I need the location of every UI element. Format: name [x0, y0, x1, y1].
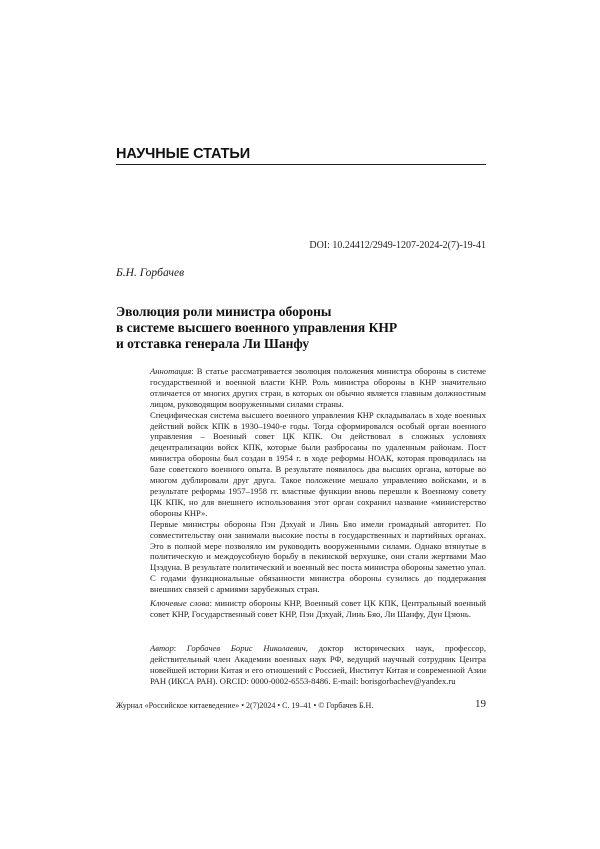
author-info-text: , доктор исторических наук, профессор, действительный член Академии военных наук РФ, ведущий научный сотрудник Центра новейшей истории Китая и его отношений с Россией, Институт Китая и современной Азии РАН (ИКСА РАН). ORCID: 0000-0002-6553-8486. E-mail: borisgorbachev@yandex.ru	[150, 643, 486, 686]
keywords-label-colon: :	[209, 598, 215, 608]
abstract-paragraph-1	[150, 366, 486, 410]
keywords	[150, 598, 486, 620]
title-line-2: в системе высшего военного управления КНР	[116, 320, 398, 335]
author-name: Б.Н. Горбачев	[116, 267, 185, 279]
abstract-text-1: В статье рассматривается эволюция положения министра обороны в системе государственной и военной власти КНР. Роль министра обороны в КНР значительно отличается от многих других стран, в которых он обычно является главным должностным лицом, руководящим вооруженными силами страны.	[150, 366, 486, 409]
journal-citation: Журнал «Российское китаеведение» • 2(7)2024 • С. 19–41 • © Горбачев Б.Н.	[116, 701, 374, 710]
section-heading: НАУЧНЫЕ СТАТЬИ	[116, 146, 251, 162]
abstract-label: Аннотация	[150, 366, 192, 376]
author-info	[150, 643, 486, 687]
title-line-3: и отставка генерала Ли Шанфу	[116, 336, 310, 351]
title-line-1: Эволюция роли министра обороны	[116, 304, 332, 319]
keywords-label: Ключевые слова	[150, 598, 210, 608]
article-title	[116, 304, 486, 352]
author-info-label: Автор	[150, 643, 174, 653]
abstract-label-colon: :	[191, 366, 197, 376]
author-full-name: Горбачев Борис Николаевич	[186, 643, 306, 653]
doi-line: DOI: 10.24412/2949-1207-2024-2(7)-19-41	[309, 240, 486, 251]
keywords-text: министр обороны КНР, Военный совет ЦК КПК, Центральный военный совет КНР, Государственный совет КНР, Пэн Дэхуай, Линь Бяо, Ли Шанфу, Дун Цзюнь.	[150, 598, 486, 619]
page-number: 19	[475, 698, 486, 710]
author-info-colon: :	[173, 643, 187, 653]
section-divider	[116, 164, 486, 165]
abstract-paragraph-2: Специфическая система высшего военного управления КНР складывалась в ходе военных действий войск КПК в 1930–1940-е годы. Тогда сформировался особый орган военного управления – Военный совет ЦК КПК. Он действовал в сложных условиях децентрализации войск КПК, которые были разбросаны по удаленным районам. Пост министра обороны был создан в 1954 г. в ходе реформы НОАК, которая проводилась на базе советского военного опыта. В результате появилось два высших органа, которые во многом дублировали друг друга. Такое положение мешало управлению войсками, и в результате реформы 1957–1958 гг. властные функции вновь перешли к Военному совету ЦК КПК, но для внешнего использования этот орган сохранил название «министерство обороны КНР».	[150, 409, 486, 518]
abstract	[150, 366, 486, 595]
abstract-paragraph-3: Первые министры обороны Пэн Дэхуай и Линь Бяо имели громадный авторитет. По совместительству они занимали высокие посты в государственных и партийных органах. Это в полной мере позволяло им руководить вооруженными силами. Однако втянутые в политическую и междоусобную борьбу в пекинской верхушке, они стали жертвами Мао Цзэдуна. В результате политический и военный вес поста министра обороны заметно упал. С годами функциональные обязанности министра обороны сузились до поддержания внешних связей с армиями зарубежных стран.	[150, 518, 486, 595]
